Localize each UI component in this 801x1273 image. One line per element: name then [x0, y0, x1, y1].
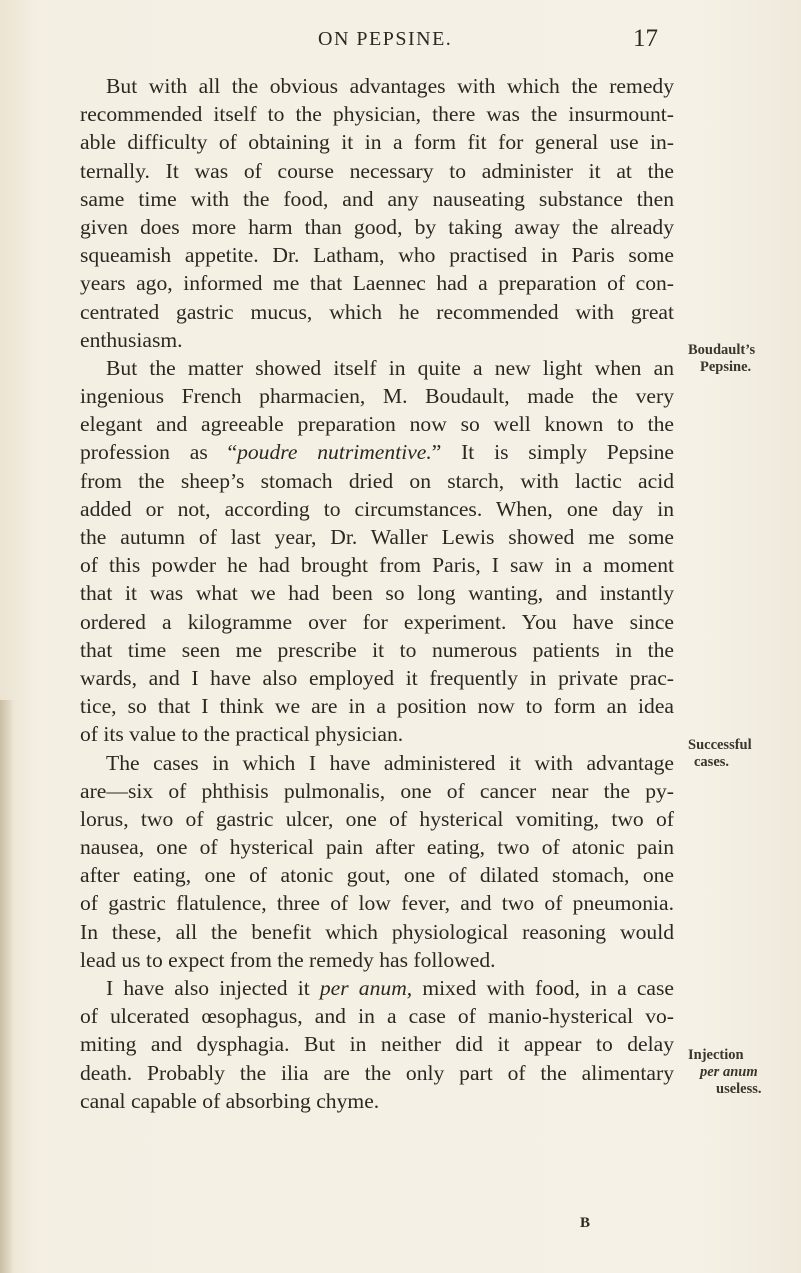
sidenote-line: useless.: [716, 1081, 762, 1097]
text-line: centrated gastric mucus, which he recommended with great: [80, 299, 674, 324]
text-line: lead us to expect from the remedy has followed.: [80, 947, 496, 972]
text-line: canal capable of absorbing chyme.: [80, 1088, 380, 1113]
text-line: In these, all the benefit which physiological reasoning would: [80, 919, 674, 944]
text-line: the autumn of last year, Dr. Waller Lewis showed me some: [80, 525, 674, 549]
text-line: ingenious French pharmacien, M. Boudault, made the very: [80, 384, 674, 409]
text-line: of this powder he had brought from Paris, I saw in a moment: [80, 553, 674, 578]
sidenote-successful: [688, 737, 798, 771]
text-line: [80, 438, 674, 466]
text-segment: ” It is simply Pepsine: [431, 440, 674, 465]
text-line: after eating, one of atonic gout, one of dilated stomach, one: [80, 863, 674, 888]
body-text: [80, 72, 674, 1115]
text-line: of gastric flatulence, three of low fever, and two of pneumonia.: [80, 891, 674, 916]
text-line: added or not, according to circumstances. When, one day in: [80, 496, 674, 521]
text-line: ternally. It was of course necessary to administer it at the: [80, 158, 674, 183]
text-segment: I have also injected it: [106, 976, 320, 1000]
text-line: wards, and I have also employed it frequently in private prac-: [80, 665, 674, 690]
text-line: of its value to the practical physician.: [80, 722, 404, 747]
text-line: But the matter showed itself in quite a new light when an: [106, 355, 674, 380]
text-line: lorus, two of gastric ulcer, one of hysterical vomiting, two of: [80, 806, 674, 831]
text-line: recommended itself to the physician, there was the insurmount-: [80, 102, 674, 127]
text-line: tice, so that I think we are in a position now to form an idea: [80, 694, 674, 719]
signature-mark: B: [580, 1215, 591, 1231]
page-header: [0, 25, 801, 58]
text-segment: profession as “: [80, 440, 238, 465]
sidenote-line: Injection: [688, 1047, 744, 1063]
italic-phrase: poudre nutrimentive.: [237, 440, 432, 465]
text-line: that time seen me prescribe it to numerous patients in the: [80, 637, 674, 662]
text-segment: mixed with food, in a case: [412, 976, 674, 1000]
sidenote-line: per anum: [700, 1064, 758, 1080]
text-line: miting and dysphagia. But in neither did it appear to delay: [80, 1032, 674, 1057]
page-edge-shadow: [0, 700, 14, 1273]
text-line: death. Probably the ilia are the only part of the alimentary: [80, 1060, 674, 1085]
text-line: The cases in which I have administered it with advantage: [106, 750, 674, 775]
text-line: of ulcerated œsophagus, and in a case of manio-hysterical vo-: [80, 1004, 674, 1029]
sidenote-line: cases.: [694, 754, 730, 770]
text-line: are—six of phthisis pulmonalis, one of cancer near the py-: [80, 778, 674, 803]
text-line: years ago, informed me that Laennec had a preparation of con-: [80, 271, 674, 296]
text-line: elegant and agreeable preparation now so well known to the: [80, 412, 674, 437]
sidenote-injection: [688, 1047, 798, 1098]
text-line: enthusiasm.: [80, 327, 183, 352]
text-line: same time with the food, and any nauseating substance then: [80, 186, 674, 211]
text-line: given does more harm than good, by taking away the already: [80, 214, 674, 239]
sidenote-line: Pepsine.: [700, 359, 752, 375]
text-line: ordered a kilogramme over for experiment. You have since: [80, 609, 674, 634]
italic-phrase: per anum,: [319, 976, 413, 1000]
text-line: that it was what we had been so long wanting, and instantly: [80, 581, 674, 606]
page-number: 17: [633, 25, 658, 52]
text-line: nausea, one of hysterical pain after eating, two of atonic pain: [80, 835, 674, 860]
sidenote-line: Boudault’s: [688, 342, 756, 358]
text-line: able difficulty of obtaining it in a form fit for general use in-: [80, 130, 674, 155]
text-line: from the sheep’s stomach dried on starch, with lactic acid: [80, 468, 674, 493]
text-line: But with all the obvious advantages with which the remedy: [106, 74, 674, 98]
text-line: squeamish appetite. Dr. Latham, who practised in Paris some: [80, 243, 674, 268]
text-line: [80, 974, 674, 1002]
sidenote-line: Successful: [688, 737, 752, 753]
sidenote-boudault: [688, 342, 798, 376]
running-head: ON PEPSINE.: [318, 28, 453, 50]
